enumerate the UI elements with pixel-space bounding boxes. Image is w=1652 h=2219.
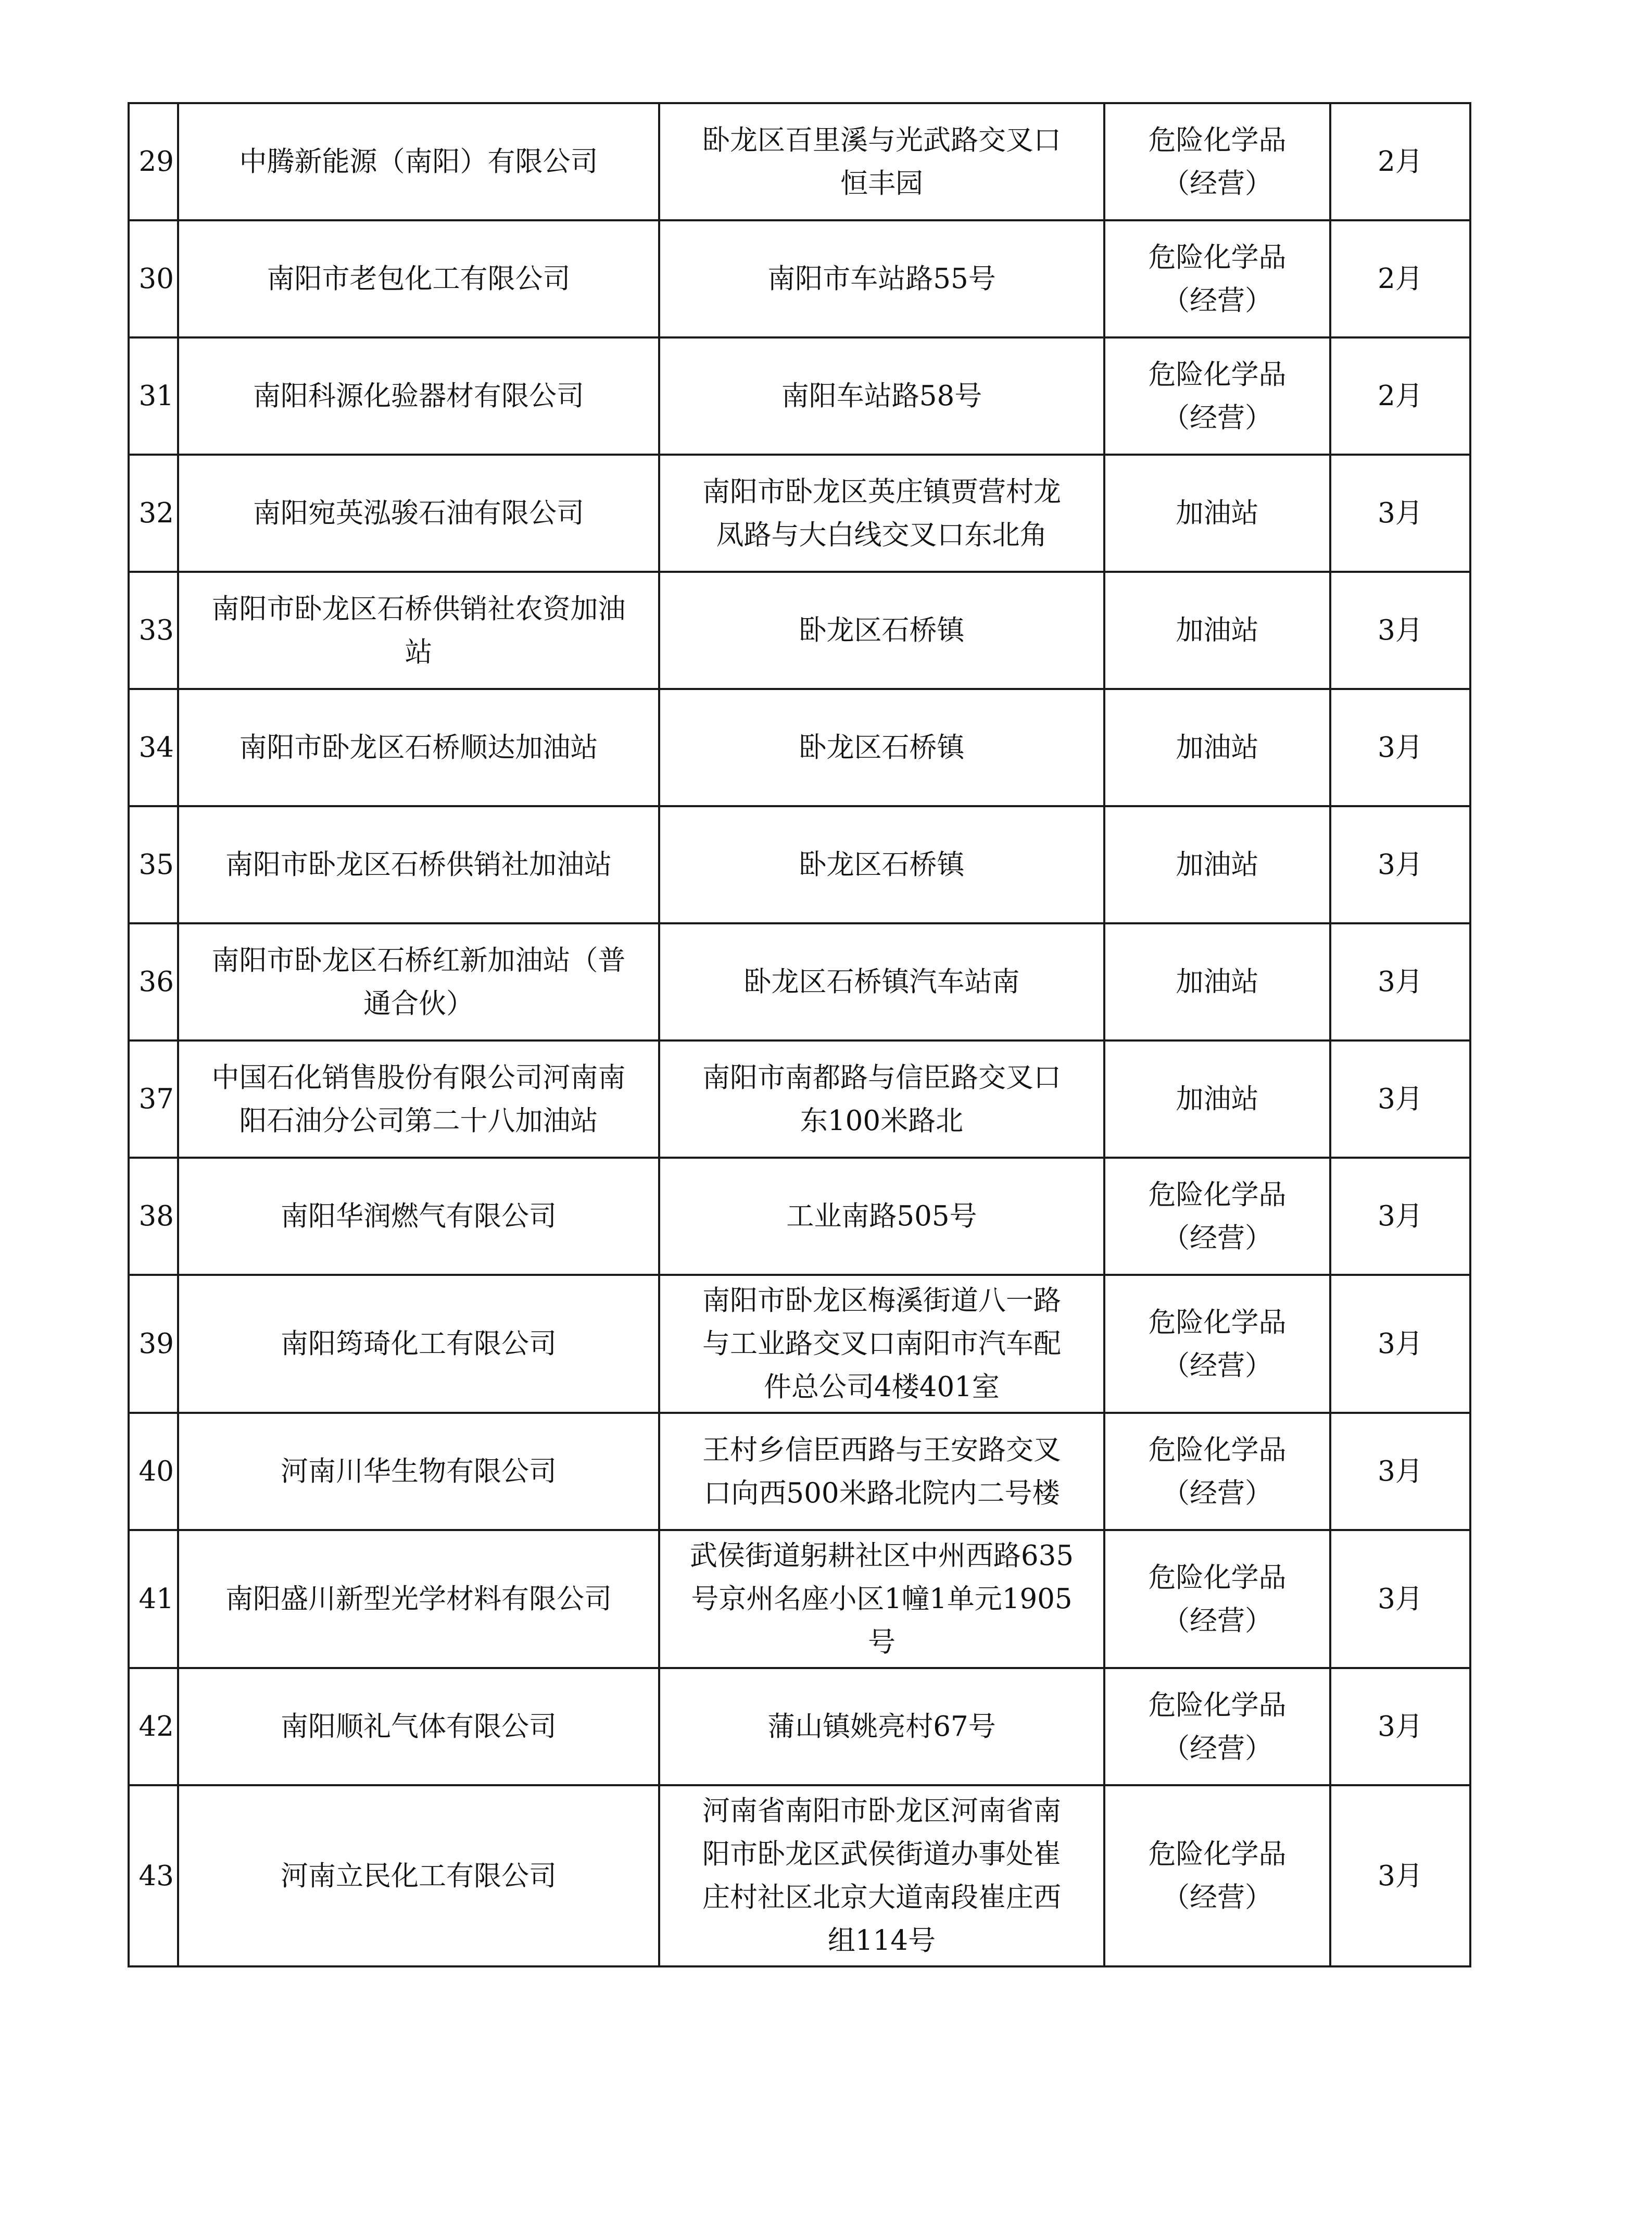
- cell-no: 40: [129, 1413, 178, 1530]
- table-row: [129, 1530, 1470, 1668]
- cell-type: [1104, 1785, 1330, 1966]
- cell-no: 37: [129, 1040, 178, 1158]
- cell-address: [659, 1275, 1104, 1413]
- cell-address: [659, 1040, 1104, 1158]
- address-text: 工业南路505号: [786, 1200, 977, 1232]
- cell-month: 3月: [1330, 806, 1470, 923]
- enterprise-table: [128, 102, 1471, 1967]
- cell-type: [1104, 806, 1330, 923]
- company-name-text: 中国石化销售股份有限公司河南南 阳石油分公司第二十八加油站: [211, 1061, 626, 1137]
- cell-no: 41: [129, 1530, 178, 1668]
- cell-no: 36: [129, 923, 178, 1040]
- cell-company-name: [178, 923, 659, 1040]
- table-row: [129, 1785, 1470, 1966]
- type-text: 加油站: [1176, 497, 1259, 529]
- cell-address: [659, 1530, 1104, 1668]
- cell-no: 31: [129, 337, 178, 455]
- address-text: 卧龙区石桥镇: [799, 615, 965, 646]
- table-row: [129, 689, 1470, 806]
- cell-company-name: [178, 572, 659, 689]
- cell-month: 3月: [1330, 689, 1470, 806]
- cell-company-name: [178, 1275, 659, 1413]
- cell-month: 3月: [1330, 1668, 1470, 1785]
- table-row: [129, 572, 1470, 689]
- company-name-text: 南阳市卧龙区石桥顺达加油站: [239, 732, 598, 763]
- type-text: 危险化学品 （经营）: [1148, 1179, 1287, 1254]
- address-text: 卧龙区百里溪与光武路交叉口 恒丰园: [702, 124, 1061, 199]
- cell-type: [1104, 1275, 1330, 1413]
- table-row: [129, 1275, 1470, 1413]
- address-text: 卧龙区石桥镇: [799, 849, 965, 881]
- cell-no: 29: [129, 103, 178, 220]
- cell-type: [1104, 923, 1330, 1040]
- cell-type: [1104, 337, 1330, 455]
- type-text: 加油站: [1176, 1083, 1259, 1115]
- address-text: 河南省南阳市卧龙区河南省南 阳市卧龙区武侯街道办事处崔 庄村社区北京大道南段崔庄西 组114号: [702, 1795, 1061, 1957]
- cell-address: [659, 455, 1104, 572]
- cell-address: [659, 923, 1104, 1040]
- company-name-text: 河南立民化工有限公司: [281, 1860, 557, 1892]
- type-text: 加油站: [1176, 849, 1259, 881]
- address-text: 卧龙区石桥镇: [799, 732, 965, 763]
- address-text: 南阳市车站路55号: [767, 263, 996, 295]
- type-text: 危险化学品 （经营）: [1148, 358, 1287, 434]
- cell-no: 34: [129, 689, 178, 806]
- table-row: [129, 1668, 1470, 1785]
- company-name-text: 南阳市卧龙区石桥供销社农资加油 站: [211, 593, 626, 668]
- company-name-text: 南阳市卧龙区石桥供销社加油站: [225, 849, 612, 881]
- type-text: 危险化学品 （经营）: [1148, 1561, 1287, 1637]
- company-name-text: 南阳盛川新型光学材料有限公司: [225, 1583, 612, 1615]
- cell-type: [1104, 455, 1330, 572]
- address-text: 南阳市卧龙区梅溪街道八一路 与工业路交叉口南阳市汽车配 件总公司4楼401室: [702, 1285, 1061, 1403]
- cell-month: 2月: [1330, 103, 1470, 220]
- cell-address: [659, 572, 1104, 689]
- table-row: [129, 103, 1470, 220]
- cell-no: 30: [129, 220, 178, 337]
- address-text: 蒲山镇姚亮村67号: [767, 1711, 996, 1742]
- cell-month: 3月: [1330, 1413, 1470, 1530]
- cell-type: [1104, 1530, 1330, 1668]
- company-name-text: 南阳科源化验器材有限公司: [253, 380, 584, 412]
- cell-type: [1104, 1668, 1330, 1785]
- cell-month: 3月: [1330, 1158, 1470, 1275]
- cell-month: 3月: [1330, 923, 1470, 1040]
- cell-type: [1104, 689, 1330, 806]
- cell-month: 3月: [1330, 1275, 1470, 1413]
- type-text: 加油站: [1176, 615, 1259, 646]
- cell-month: 3月: [1330, 1530, 1470, 1668]
- cell-type: [1104, 1158, 1330, 1275]
- table-row: [129, 1040, 1470, 1158]
- cell-company-name: [178, 1413, 659, 1530]
- cell-company-name: [178, 220, 659, 337]
- cell-address: [659, 1413, 1104, 1530]
- type-text: 危险化学品 （经营）: [1148, 1434, 1287, 1509]
- address-text: 卧龙区石桥镇汽车站南: [743, 966, 1020, 998]
- type-text: 危险化学品 （经营）: [1148, 1689, 1287, 1764]
- cell-month: 3月: [1330, 1040, 1470, 1158]
- company-name-text: 南阳顺礼气体有限公司: [281, 1711, 557, 1742]
- company-name-text: 中腾新能源（南阳）有限公司: [239, 146, 598, 178]
- cell-no: 39: [129, 1275, 178, 1413]
- cell-company-name: [178, 1785, 659, 1966]
- cell-company-name: [178, 455, 659, 572]
- company-name-text: 南阳市卧龙区石桥红新加油站（普 通合伙）: [211, 944, 626, 1020]
- company-name-text: 南阳华润燃气有限公司: [281, 1200, 557, 1232]
- type-text: 加油站: [1176, 732, 1259, 763]
- cell-address: [659, 337, 1104, 455]
- cell-company-name: [178, 1040, 659, 1158]
- cell-month: 2月: [1330, 220, 1470, 337]
- table-row: [129, 806, 1470, 923]
- cell-type: [1104, 1040, 1330, 1158]
- cell-address: [659, 689, 1104, 806]
- table-row: [129, 1413, 1470, 1530]
- cell-no: 42: [129, 1668, 178, 1785]
- cell-no: 35: [129, 806, 178, 923]
- cell-month: 2月: [1330, 337, 1470, 455]
- company-name-text: 河南川华生物有限公司: [281, 1456, 557, 1487]
- cell-month: 3月: [1330, 1785, 1470, 1966]
- address-text: 南阳市南都路与信臣路交叉口 东100米路北: [702, 1061, 1061, 1137]
- company-name-text: 南阳宛英泓骏石油有限公司: [253, 497, 584, 529]
- type-text: 危险化学品 （经营）: [1148, 124, 1287, 199]
- cell-address: [659, 1668, 1104, 1785]
- type-text: 危险化学品 （经营）: [1148, 1838, 1287, 1913]
- cell-no: 38: [129, 1158, 178, 1275]
- cell-company-name: [178, 1530, 659, 1668]
- cell-company-name: [178, 689, 659, 806]
- cell-no: 32: [129, 455, 178, 572]
- cell-company-name: [178, 103, 659, 220]
- table-row: [129, 337, 1470, 455]
- cell-no: 43: [129, 1785, 178, 1966]
- address-text: 南阳车站路58号: [781, 380, 982, 412]
- cell-company-name: [178, 337, 659, 455]
- type-text: 危险化学品 （经营）: [1148, 1306, 1287, 1382]
- table-row: [129, 220, 1470, 337]
- table-row: [129, 1158, 1470, 1275]
- address-text: 武侯街道躬耕社区中州西路635 号京州名座小区1幢1单元1905 号: [689, 1540, 1074, 1658]
- cell-address: [659, 103, 1104, 220]
- cell-company-name: [178, 1158, 659, 1275]
- type-text: 加油站: [1176, 966, 1259, 998]
- address-text: 王村乡信臣西路与王安路交叉 口向西500米路北院内二号楼: [702, 1434, 1061, 1509]
- type-text: 危险化学品 （经营）: [1148, 241, 1287, 317]
- table-row: [129, 455, 1470, 572]
- cell-type: [1104, 1413, 1330, 1530]
- address-text: 南阳市卧龙区英庄镇贾营村龙 凤路与大白线交叉口东北角: [702, 475, 1061, 551]
- cell-company-name: [178, 806, 659, 923]
- company-name-text: 南阳筠琦化工有限公司: [281, 1328, 557, 1360]
- table-row: [129, 923, 1470, 1040]
- cell-address: [659, 806, 1104, 923]
- cell-address: [659, 1158, 1104, 1275]
- cell-company-name: [178, 1668, 659, 1785]
- cell-month: 3月: [1330, 455, 1470, 572]
- cell-address: [659, 220, 1104, 337]
- company-name-text: 南阳市老包化工有限公司: [267, 263, 571, 295]
- cell-type: [1104, 220, 1330, 337]
- cell-type: [1104, 103, 1330, 220]
- cell-no: 33: [129, 572, 178, 689]
- cell-month: 3月: [1330, 572, 1470, 689]
- cell-type: [1104, 572, 1330, 689]
- cell-address: [659, 1785, 1104, 1966]
